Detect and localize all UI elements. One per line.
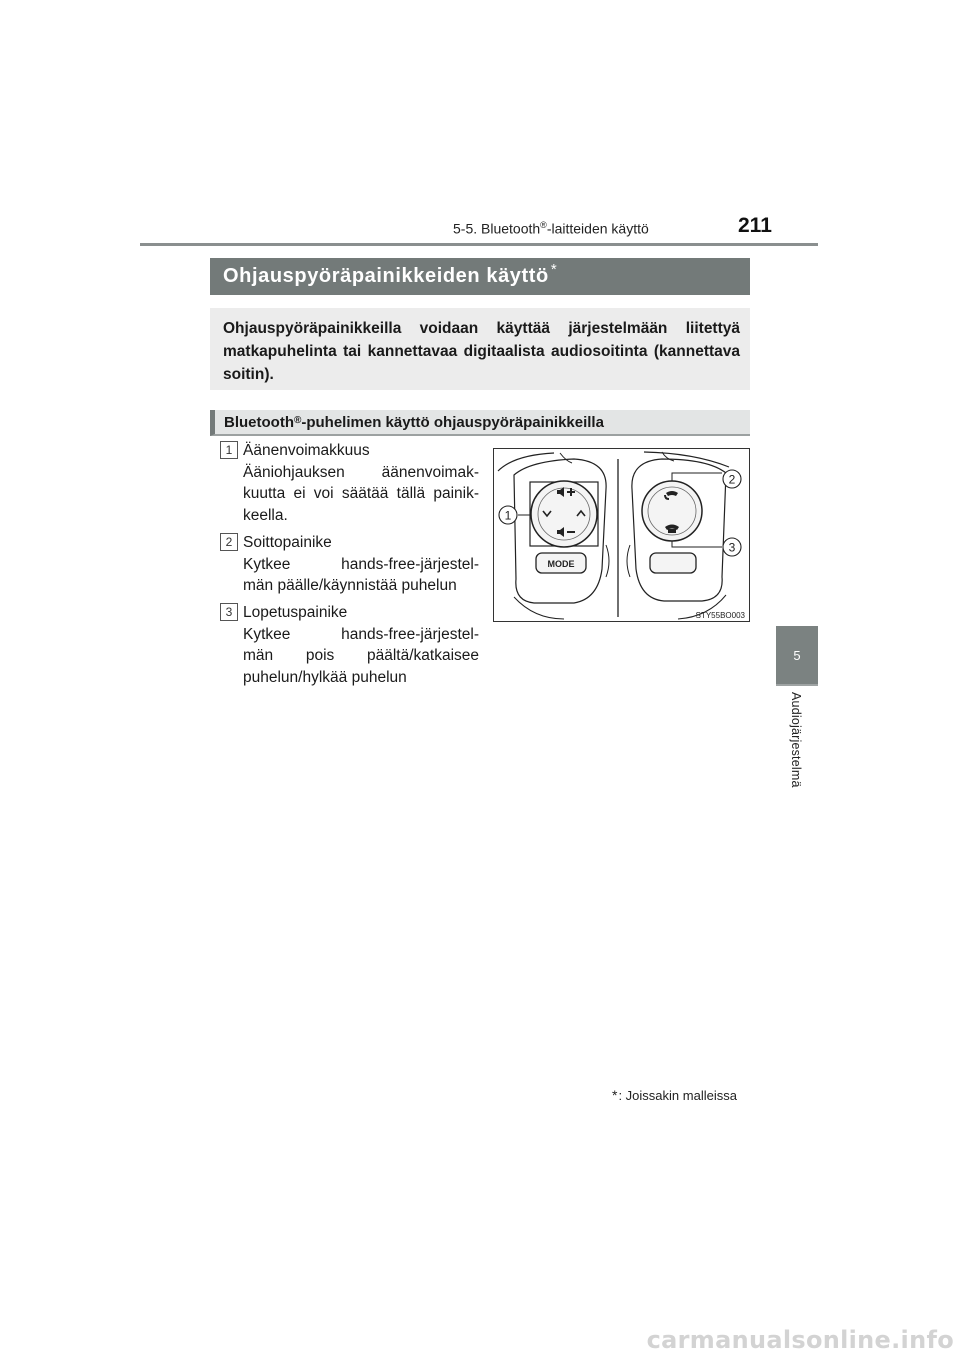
item-line: puhelun/hylkää puhelun (243, 668, 407, 686)
footnote (612, 1087, 737, 1103)
section-title (210, 258, 750, 295)
chapter-tab-divider (776, 684, 818, 686)
footnote-text: : Joissakin malleissa (618, 1088, 737, 1103)
asterisk-icon: * (550, 261, 558, 278)
callout-1-label: 1 (504, 508, 512, 523)
subheading-suffix: -puhelimen käyttö ohjauspyöräpainikkeilla (301, 413, 604, 431)
item-line: män pois päältä/katkaisee (243, 647, 479, 664)
callout-3-label: 3 (728, 540, 736, 555)
item-title: Soittopainike (243, 534, 332, 551)
intro-text: Ohjauspyöräpainikkeilla voidaan käyttää järjestelmään liitettyä matkapuhelinta tai kannettavaa digitaalista audiosoitinta (kannettava soitin). (223, 320, 740, 383)
callout-2-label: 2 (728, 472, 736, 487)
item-number-box (220, 441, 238, 459)
item-line: män päälle/käynnistää puhelun (243, 577, 457, 594)
lower-right-button (650, 553, 696, 573)
item-line: keella. (243, 506, 288, 524)
asterisk-icon: * (612, 1087, 618, 1103)
item-number: 3 (225, 605, 233, 619)
mode-label: MODE (547, 559, 575, 569)
list-item (243, 532, 479, 597)
figure-code: STY55BO003 (695, 611, 745, 620)
item-line: Kytkee hands-free-järjestel- (243, 625, 479, 643)
subheading-prefix: Bluetooth (224, 413, 294, 431)
running-header-section (453, 220, 649, 237)
item-title: Lopetuspainike (243, 604, 348, 621)
list-item (243, 602, 479, 688)
watermark: carmanualsonline.info (646, 1326, 954, 1354)
item-number: 2 (225, 535, 233, 549)
item-number-box (220, 603, 238, 621)
registered-mark: ® (540, 220, 547, 230)
section-prefix: 5-5. Bluetooth (453, 220, 541, 237)
chapter-tab (776, 626, 818, 684)
steering-switch-figure (493, 448, 750, 622)
header-rule (140, 243, 818, 246)
item-line: Kytkee hands-free-järjestel- (243, 555, 479, 573)
item-title: Äänenvoimakkuus (243, 442, 370, 459)
list-item (243, 440, 479, 526)
steering-wheel-illustration (494, 449, 749, 621)
chapter-label: Audiojärjestelmä (789, 692, 803, 788)
section-suffix: -laitteiden käyttö (546, 220, 649, 237)
intro-box (210, 308, 750, 390)
subheading-reg: ® (293, 414, 302, 426)
chapter-number: 5 (793, 647, 801, 663)
item-number-box (220, 533, 238, 551)
item-number: 1 (225, 443, 233, 457)
item-line: kuutta ei voi säätää tällä painik- (243, 485, 479, 502)
subheading (210, 410, 750, 436)
item-line: Ääniohjauksen äänenvoimak- (243, 463, 479, 481)
section-title-text: Ohjauspyöräpainikkeiden käyttö (223, 265, 549, 287)
page-number: 211 (738, 214, 772, 237)
